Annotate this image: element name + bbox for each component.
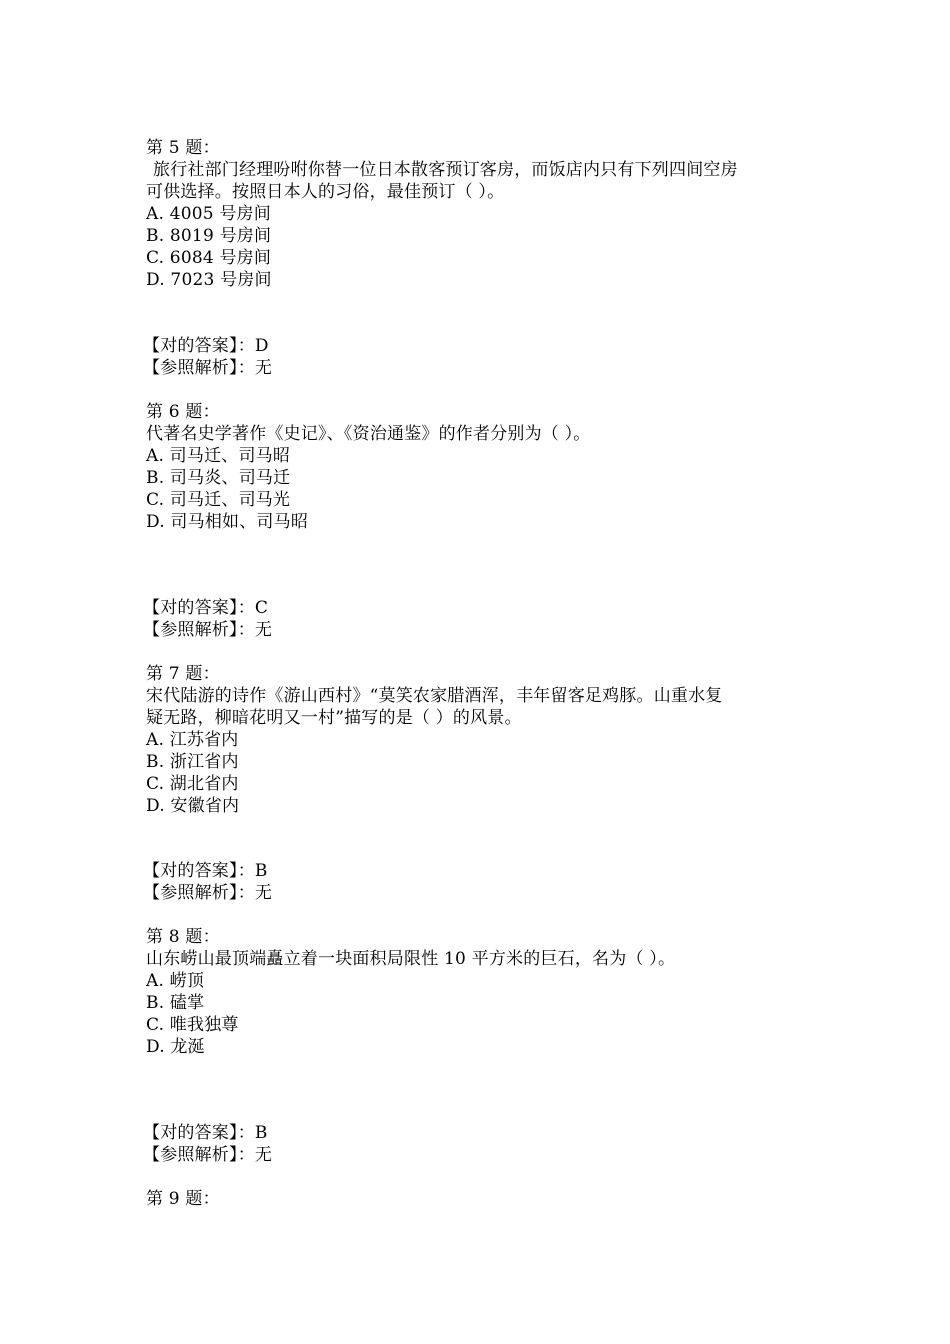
question-stem: 代著名史学著作《史记》、《资治通鉴》的作者分别为（ ）。: [146, 424, 591, 444]
option-d: D. 安徽省内: [146, 796, 240, 816]
option-d: D. 司马相如、司马昭: [146, 512, 309, 532]
question-stem: 山东崂山最顶端矗立着一块面积局限性 10 平方米的巨石，名为（ ）。: [146, 949, 676, 969]
option-d: D. 7023 号房间: [146, 270, 272, 290]
option-a: A. 司马迁、司马昭: [146, 446, 291, 466]
correct-answer: 【对的答案】：B: [143, 1123, 268, 1143]
question-heading: 第 7 题：: [146, 664, 220, 684]
option-a: A. 4005 号房间: [146, 204, 271, 224]
option-b: B. 司马炎、司马迁: [146, 468, 291, 488]
reference-analysis: 【参照解析】：无: [143, 358, 273, 378]
reference-analysis: 【参照解析】：无: [143, 883, 273, 903]
question-stem: 可供选择。按照日本人的习俗，最佳预订（ ）。: [146, 182, 505, 202]
option-c: C. 唯我独尊: [146, 1015, 239, 1035]
reference-analysis: 【参照解析】：无: [143, 620, 273, 640]
correct-answer: 【对的答案】：D: [143, 336, 269, 356]
reference-analysis: 【参照解析】：无: [143, 1145, 273, 1165]
option-b: B. 浙江省内: [146, 752, 239, 772]
question-heading: 第 8 题：: [146, 927, 220, 947]
correct-answer: 【对的答案】：C: [143, 598, 269, 618]
option-c: C. 司马迁、司马光: [146, 490, 291, 510]
question-stem: 疑无路，柳暗花明又一村”描写的是（ ）的风景。: [146, 708, 522, 728]
question-heading: 第 9 题：: [146, 1189, 220, 1209]
option-c: C. 湖北省内: [146, 774, 239, 794]
option-a: A. 崂顶: [146, 971, 205, 991]
question-heading: 第 6 题：: [146, 402, 220, 422]
question-stem: 宋代陆游的诗作《游山西村》“莫笑农家腊酒浑，丰年留客足鸡豚。山重水复: [146, 686, 723, 706]
option-b: B. 磕掌: [146, 993, 205, 1013]
option-d: D. 龙涎: [146, 1037, 205, 1057]
correct-answer: 【对的答案】：B: [143, 861, 268, 881]
option-c: C. 6084 号房间: [146, 248, 272, 268]
option-a: A. 江苏省内: [146, 730, 239, 750]
question-stem: 旅行社部门经理吩咐你替一位日本散客预订客房，而饭店内只有下列四间空房: [153, 160, 738, 180]
question-heading: 第 5 题：: [146, 138, 220, 158]
option-b: B. 8019 号房间: [146, 226, 272, 246]
